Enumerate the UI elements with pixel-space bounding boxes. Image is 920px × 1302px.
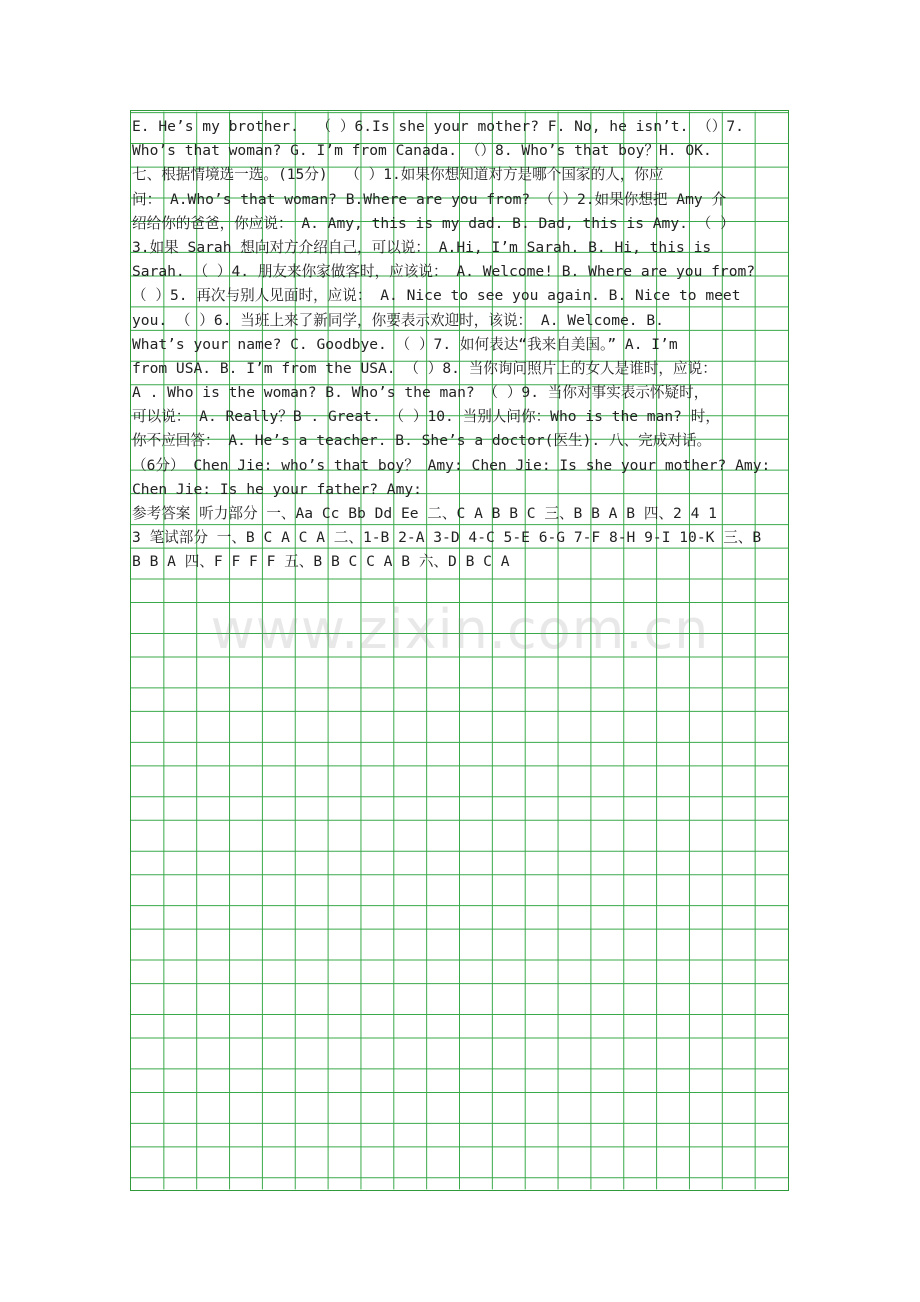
text-line: （6分） Chen Jie: who’s that boy？ Amy: Chen Jie: Is she your mother? Amy: [132, 456, 771, 474]
text-line: 七、根据情境选一选。(15分) （ ）1.如果你想知道对方是哪个国家的人，你应 [132, 166, 664, 184]
text-line: you. （ ）6. 当班上来了新同学，你要表示欢迎时，该说： A. Welcome. B. [132, 311, 664, 329]
answer-key-line: B B A 四、F F F F 五、B B C C A B 六、D B C A [132, 553, 510, 571]
text-line: from USA. B. I’m from the USA. （ ）8. 当你询问照片上的女人是谁时，应说： [132, 359, 717, 377]
text-line: E. He’s my brother. （ ）6.Is she your mother? F. No, he isn’t. （）7. [132, 118, 744, 135]
document-text [131, 111, 788, 575]
text-line: What’s your name? C. Goodbye. （ ）7. 如何表达“我来自美国。” A. I’m [132, 335, 678, 353]
grid-paper-sheet [130, 110, 789, 1191]
site-watermark: www.zixin.com.cn [210, 598, 710, 661]
text-line: 你不应回答： A. He’s a teacher. B. She’s a doctor(医生). 八、完成对话。 [132, 432, 712, 450]
text-line: Chen Jie: Is he your father? Amy: [132, 480, 422, 498]
text-line: Sarah. （ ）4. 朋友来你家做客时，应该说： A. Welcome! B. Where are you from? [132, 263, 756, 281]
text-line: （ ）5. 再次与别人见面时，应说： A. Nice to see you again. B. Nice to meet [132, 287, 741, 305]
answer-key-line: 3 笔试部分 一、B C A C A 二、1-B 2-A 3-D 4-C 5-E 6-G 7-F 8-H 9-I 10-K 三、B [132, 529, 762, 547]
text-line: A . Who is the woman? B. Who’s the man? （ ）9. 当你对事实表示怀疑时， [132, 384, 709, 402]
text-line: 可以说： A. Really？B . Great. （ ）10. 当别人问你：Who is the man? 时， [132, 408, 720, 426]
text-line: 3.如果 Sarah 想向对方介绍自己，可以说： A.Hi, I’m Sarah. B. Hi, this is [132, 238, 712, 256]
text-line: 问： A.Who’s that woman? B.Where are you from? （ ）2.如果你想把 Amy 介 [132, 190, 727, 208]
text-line: Who’s that woman? G. I’m from Canada. （）8. Who’s that boy？H. OK. [132, 142, 712, 160]
answer-key-line: 参考答案 听力部分 一、Aa Cc Bb Dd Ee 二、C A B B C 三、B B A B 四、2 4 1 [132, 505, 717, 522]
text-line: 绍给你的爸爸，你应说： A. Amy, this is my dad. B. Dad, this is Amy. （ ） [132, 214, 735, 232]
